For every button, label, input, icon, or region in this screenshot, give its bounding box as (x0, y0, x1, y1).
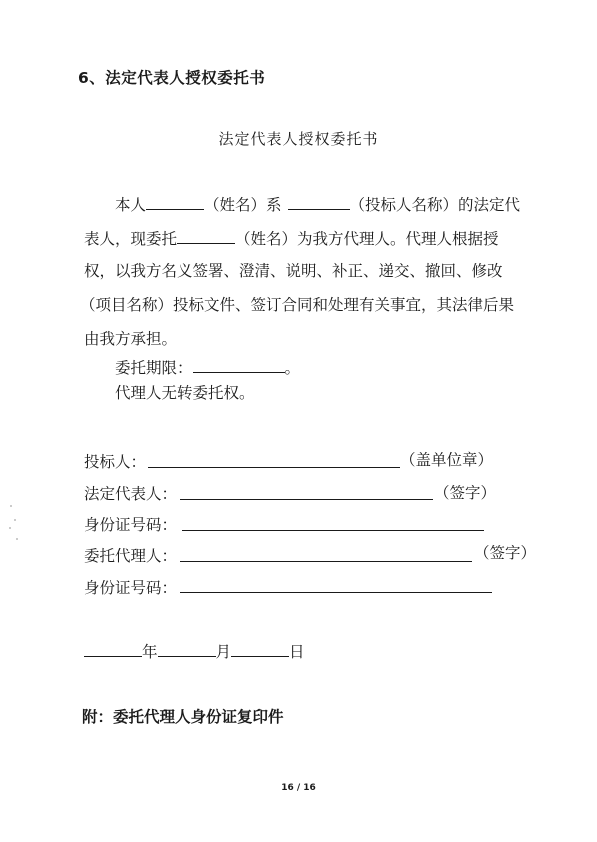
term-label: 委托期限： (115, 359, 193, 377)
body-line-2 (84, 227, 499, 249)
text-bidder-legal: （投标人名称）的法定代 (349, 196, 521, 214)
body-line-4: （项目名称）投标文件、签订合同和处理有关事宜，其法律后果 (80, 296, 515, 314)
agent-sign-note: （签字） (474, 544, 537, 562)
agent-signature-line (180, 561, 472, 562)
page-number: 16 / 16 (281, 783, 316, 793)
bidder-signature-line (148, 467, 400, 468)
body-line-5: 由我方承担。 (84, 330, 178, 348)
term-end: 。 (284, 359, 301, 377)
date-line (84, 640, 305, 662)
agent-label: 委托代理人： (84, 547, 178, 565)
id-number-label-1: 身份证号码： (84, 516, 178, 534)
term-line (115, 356, 300, 378)
body-line-1 (115, 193, 520, 215)
legal-rep-signature-line (180, 499, 433, 500)
term-blank (193, 356, 285, 373)
bidder-name-blank (288, 193, 350, 210)
day-label: 日 (289, 643, 305, 661)
no-subdelegation: 代理人无转委托权。 (115, 384, 255, 402)
year-label: 年 (142, 643, 158, 661)
legal-rep-label: 法定代表人： (84, 485, 178, 503)
text-self: 本人 (115, 196, 147, 214)
month-blank (158, 640, 216, 657)
document-title: 法定代表人授权委托书 (218, 130, 379, 148)
agent-name-blank (177, 227, 235, 244)
section-heading: 6、法定代表人授权委托书 (78, 69, 266, 87)
id-number-line-1 (182, 530, 484, 531)
legal-rep-sign-note: （签字） (434, 484, 497, 502)
bidder-label: 投标人： (84, 453, 147, 471)
text-name-of: （姓名）系 (204, 196, 282, 214)
name-blank (146, 193, 204, 210)
day-blank (231, 640, 289, 657)
text-agent: （姓名）为我方代理人。代理人根据授 (235, 230, 499, 248)
id-number-line-2 (180, 592, 492, 593)
attachment-note: 附：委托代理人身份证复印件 (82, 708, 284, 726)
month-label: 月 (215, 643, 232, 661)
id-number-label-2: 身份证号码： (84, 579, 178, 597)
body-line-3: 权，以我方名义签署、澄清、说明、补正、递交、撤回、修改 (84, 262, 503, 280)
year-blank (84, 640, 142, 657)
text-entrust: 表人，现委托 (84, 230, 178, 248)
bidder-seal-note: （盖单位章） (400, 451, 494, 469)
